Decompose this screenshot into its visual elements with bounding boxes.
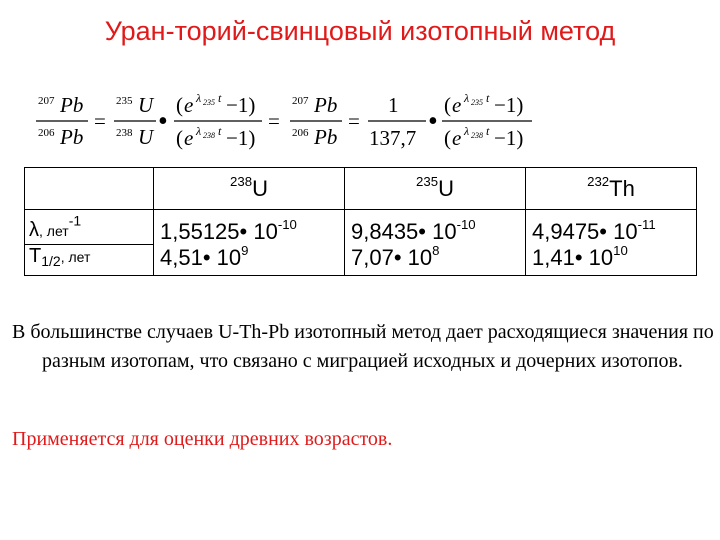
- formula-idx-top-1: 235: [203, 98, 215, 107]
- table-corner-cell: [25, 168, 154, 210]
- age-formula: [36, 88, 536, 158]
- formula-pb-bottom-b: Pb: [314, 125, 338, 149]
- formula-minus-top-2: −1): [494, 93, 524, 117]
- formula-e-bottom-2: e: [452, 126, 462, 150]
- formula-idx-bottom-2: 238: [471, 131, 483, 140]
- formula-t-bottom-1: t: [218, 124, 222, 138]
- header-u238: $^{238}$U: [154, 168, 345, 210]
- formula-mass-235: 235: [116, 95, 133, 107]
- formula-lambda-bottom-1: λ: [196, 124, 202, 138]
- formula-lambda-top-2: λ: [464, 91, 470, 105]
- formula-open-bottom-2: (: [444, 126, 451, 150]
- formula-minus-bottom-2: −1): [494, 126, 524, 150]
- formula-mass-206-b: 206: [292, 127, 309, 139]
- formula-t-bottom-2: t: [486, 124, 490, 138]
- half-life-u235: 7,07• $10^8$: [345, 245, 526, 276]
- formula-t-top-2: t: [486, 91, 490, 105]
- formula-pb-bottom: Pb: [60, 125, 84, 149]
- formula-minus-top-1: −1): [226, 93, 256, 117]
- formula-mass-206: 206: [38, 127, 55, 139]
- header-th232: $^{232}$Th: [526, 168, 697, 210]
- formula-pb-top: Pb: [60, 93, 84, 117]
- formula-mass-207-b: 207: [292, 95, 309, 107]
- row-label-lambda: λ, лет$^{-1}$: [25, 210, 154, 245]
- formula-e-top-2: e: [452, 93, 462, 117]
- formula-lambda-top-1: λ: [196, 91, 202, 105]
- formula-minus-bottom-1: −1): [226, 126, 256, 150]
- application-note: Применяется для оценки древних возрастов.: [12, 428, 393, 450]
- half-life-th232: 1,41• $10^{10}$: [526, 245, 697, 276]
- method-remark-paragraph: [12, 318, 720, 376]
- formula-t-top-1: t: [218, 91, 222, 105]
- formula-open-bottom-1: (: [176, 126, 183, 150]
- formula-equals-3: =: [348, 109, 360, 133]
- formula-dot-2: •: [428, 106, 438, 137]
- formula-mass-207: 207: [38, 95, 55, 107]
- paragraph-rest: расходящиеся значения по разным изотопам, что связано с миграцией исходных и дочерних изотопов.: [42, 321, 714, 372]
- lambda-u235: 9,8435• $10^{-10}$: [345, 210, 526, 245]
- formula-equals-1: =: [94, 109, 106, 133]
- slide-title: Уран-торий-свинцовый изотопный метод: [104, 16, 616, 46]
- row-label-half-life: $T_{1/2}$, лет: [25, 245, 154, 276]
- formula-open-top-1: (: [176, 93, 183, 117]
- formula-idx-top-2: 235: [471, 98, 483, 107]
- formula-idx-bottom-1: 238: [203, 131, 215, 140]
- formula-one: 1: [388, 93, 399, 117]
- formula-e-bottom-1: e: [184, 126, 194, 150]
- formula-e-top-1: e: [184, 93, 194, 117]
- formula-open-top-2: (: [444, 93, 451, 117]
- formula-u-bottom: U: [138, 125, 154, 149]
- formula-mass-238: 238: [116, 127, 133, 139]
- lambda-th232: 4,9475• $10^{-11}$: [526, 210, 697, 245]
- isotope-table: [24, 167, 697, 276]
- lambda-u238: 1,55125• $10^{-10}$: [154, 210, 345, 245]
- half-life-u238: 4,51• $10^9$: [154, 245, 345, 276]
- formula-pb-top-b: Pb: [314, 93, 338, 117]
- header-u235: $^{235}$U: [345, 168, 526, 210]
- paragraph-first-line: В большинстве случаев U-Th-Pb изотопный метод дает: [12, 321, 483, 343]
- formula-lambda-bottom-2: λ: [464, 124, 470, 138]
- formula-equals-2: =: [268, 109, 280, 133]
- formula-u-top: U: [138, 93, 154, 117]
- formula-dot-1: •: [158, 106, 168, 137]
- formula-ratio: 137,7: [369, 126, 417, 150]
